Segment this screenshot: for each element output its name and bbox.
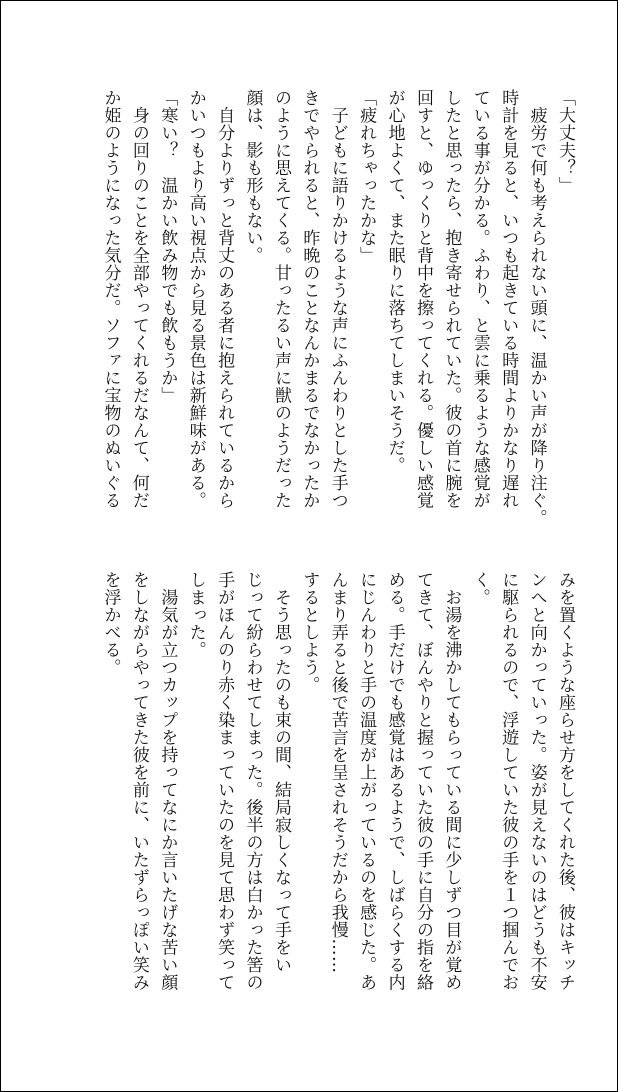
text-column: するとしよう。	[299, 571, 320, 694]
text-column: 「大丈夫？」	[555, 89, 575, 194]
text-column: んまり弄ると後で苦言を呈されそうだから我慢……	[327, 571, 348, 974]
text-column: を浮かべる。	[100, 571, 121, 676]
text-column: に駆られるので、浮遊していた彼の手を１つ掴んでお	[498, 571, 519, 991]
text-column: したと思ったら、抱き寄せられていた。彼の首に腕を	[441, 89, 462, 509]
text-column: みを置くような座らせ方をしてくれた後、彼はキッチ	[555, 571, 575, 991]
text-column: 手がほんのり赤く染まっていたのを見て思わず笑って	[214, 571, 235, 991]
text-column: 「疲れちゃったかな」	[356, 89, 377, 264]
text-column: 時計を見ると、いつも起きている時間よりかなり遅れ	[498, 89, 519, 509]
text-column: 顔は、影も形もない。	[242, 89, 263, 264]
text-column: お湯を沸かしてもらっている間に少しずつ目が覚め	[441, 571, 462, 991]
text-column: じって紛らわせてしまった。後半の方は白かった筈の	[242, 571, 263, 991]
text-column: く。	[469, 571, 490, 606]
upper-text-block	[96, 89, 579, 529]
text-column: ンへと向かっていった。姿が見えないのはどうも不安	[526, 571, 547, 991]
text-column: 身の回りのことを全部やってくれるだなんて、何だ	[128, 89, 149, 509]
text-column: が心地よくて、また眠りに落ちてしまいそうだ。	[384, 89, 405, 474]
text-column: 子どもに語りかけるような声にふんわりとした手つ	[327, 89, 348, 509]
text-column: そう思ったのも束の間、結局寂しくなって手をい	[270, 571, 291, 974]
text-column: きでやられると、昨晩のことなんかまるでなかったか	[299, 89, 320, 509]
text-column: 回すと、ゆっくりと背中を擦ってくれる。優しい感覚	[412, 89, 433, 509]
text-column: 「寒い？ 温かい飲み物でも飲もうか」	[157, 89, 178, 404]
text-column: 自分よりずっと背丈のある者に抱えられているから	[214, 89, 235, 509]
text-column: 疲労で何も考えられない頭に、温かい声が降り注ぐ。	[526, 89, 547, 527]
text-column: める。手だけでも感覚はあるようで、しばらくする内	[384, 571, 405, 991]
text-column: ている事が分かる。ふわり、と雲に乗るような感覚が	[469, 89, 490, 509]
text-column: かいつもより高い視点から見る景色は新鮮味がある。	[185, 89, 206, 509]
lower-text-block	[96, 571, 579, 1031]
text-column: をしながらやってきた彼を前に、いたずらっぽい笑み	[128, 571, 149, 991]
text-column: しまった。	[185, 571, 206, 659]
text-column: にじんわりと手の温度が上がっているのを感じた。あ	[356, 571, 377, 991]
text-column: のように思えてくる。甘ったるい声に獣のようだった	[270, 89, 291, 509]
text-column: てきて、ぼんやりと握っていた彼の手に自分の指を絡	[412, 571, 433, 991]
text-column: 湯気が立つカップを持ってなにか言いたげな苦い顔	[157, 571, 178, 991]
text-column: か姫のようになった気分だ。ソファに宝物のぬいぐる	[100, 89, 121, 509]
